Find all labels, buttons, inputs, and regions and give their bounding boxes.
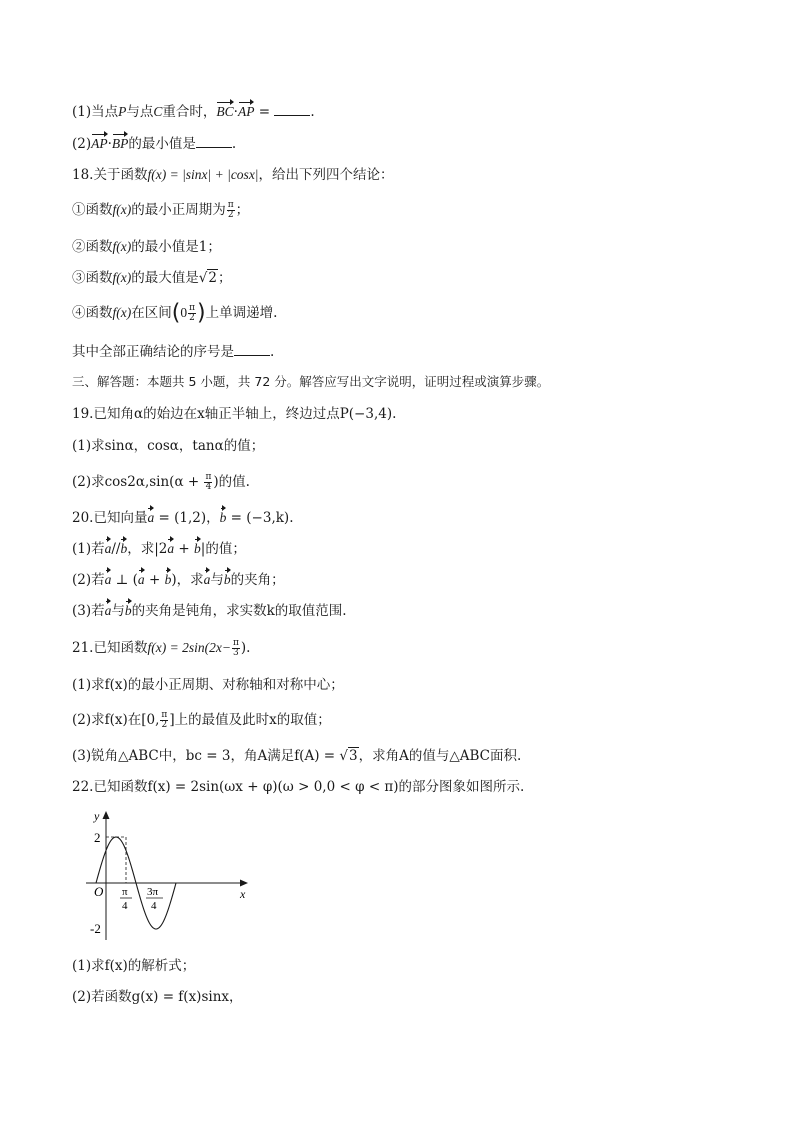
q20-part3: (3)若a与b的夹角是钝角，求实数k的取值范围. <box>72 603 347 619</box>
q19-stem: 19.已知角α的始边在x轴正半轴上，终边过点P(−3,4). <box>72 406 397 422</box>
q18-conclusion-3: ③函数f(x)的最大值是√2； <box>72 270 232 286</box>
origin-label: O <box>94 884 104 899</box>
q18-conclusion-2: ②函数f(x)的最小值是1； <box>72 239 221 255</box>
q21-part3: (3)锐角△ABC中，bc = 3，角A满足f(A) = √3，求角A的值与△ABC面积. <box>72 748 522 764</box>
q22-part1: (1)求f(x)的解析式； <box>72 958 196 974</box>
tick1-denominator: 4 <box>122 900 128 912</box>
x-axis-arrow <box>240 880 248 887</box>
q17-part1: (1)当点P与点C重合时，BC·AP = . <box>72 104 315 120</box>
q17-part2: (2)AP·BP的最小值是 . <box>72 136 237 152</box>
answer-blank[interactable] <box>196 135 232 148</box>
q21-part1: (1)求f(x)的最小正周期、对称轴和对称中心； <box>72 677 344 693</box>
q22-part2: (2)若函数g(x) = f(x)sinx， <box>72 989 243 1005</box>
x-axis-label: x <box>240 887 246 901</box>
sine-graph <box>86 808 266 943</box>
answer-blank[interactable] <box>274 103 310 116</box>
section-heading: 三、解答题：本题共 5 小题，共 72 分。解答应写出文字说明，证明过程或演算步骤。 <box>72 374 550 389</box>
y-min-label: -2 <box>90 921 101 936</box>
tick2-numerator: 3π <box>147 886 159 898</box>
q19-part1: (1)求sinα，cosα，tanα的值； <box>72 438 265 454</box>
q18-stem: 18.关于函数f(x) = |sinx| + |cosx|，给出下列四个结论： <box>72 167 394 183</box>
q21-stem: 21.已知函数f(x) = 2sin(2x− $\frac{\pi}{3}$ ). <box>72 638 251 658</box>
q19-part2: (2)求cos2α,sin(α + $\frac{\pi}{4}$ )的值. <box>72 472 250 492</box>
q20-part1: (1)若a//b，求|2a + b|的值； <box>72 541 246 557</box>
answer-blank[interactable] <box>234 343 270 356</box>
q18-answer-prompt: 其中全部正确结论的序号是 . <box>72 344 275 360</box>
q22-stem: 22.已知函数f(x) = 2sin(ωx + φ)(ω > 0,0 < φ < π)的部分图象如图所示. <box>72 779 525 795</box>
y-axis-arrow <box>103 811 110 819</box>
y-max-label: 2 <box>94 830 101 845</box>
tick2-denominator: 4 <box>151 900 157 912</box>
q18-conclusion-4: ④函数f(x)在区间(0 $\frac{\pi}{2}$ )上单调递增. <box>72 300 278 326</box>
q18-conclusion-1: ①函数f(x)的最小正周期为 $\frac{\pi}{2}$ ； <box>72 200 250 220</box>
q20-stem: 20.已知向量a = (1,2)，b = (−3,k). <box>72 510 294 526</box>
y-axis-label: y <box>94 809 100 823</box>
q21-part2: (2)求f(x)在[0, $\frac{\pi}{2}$ ]上的最值及此时x的取值； <box>72 710 331 730</box>
tick1-numerator: π <box>122 886 128 898</box>
q20-part2: (2)若a ⊥ (a + b)，求a与b的夹角； <box>72 572 285 588</box>
